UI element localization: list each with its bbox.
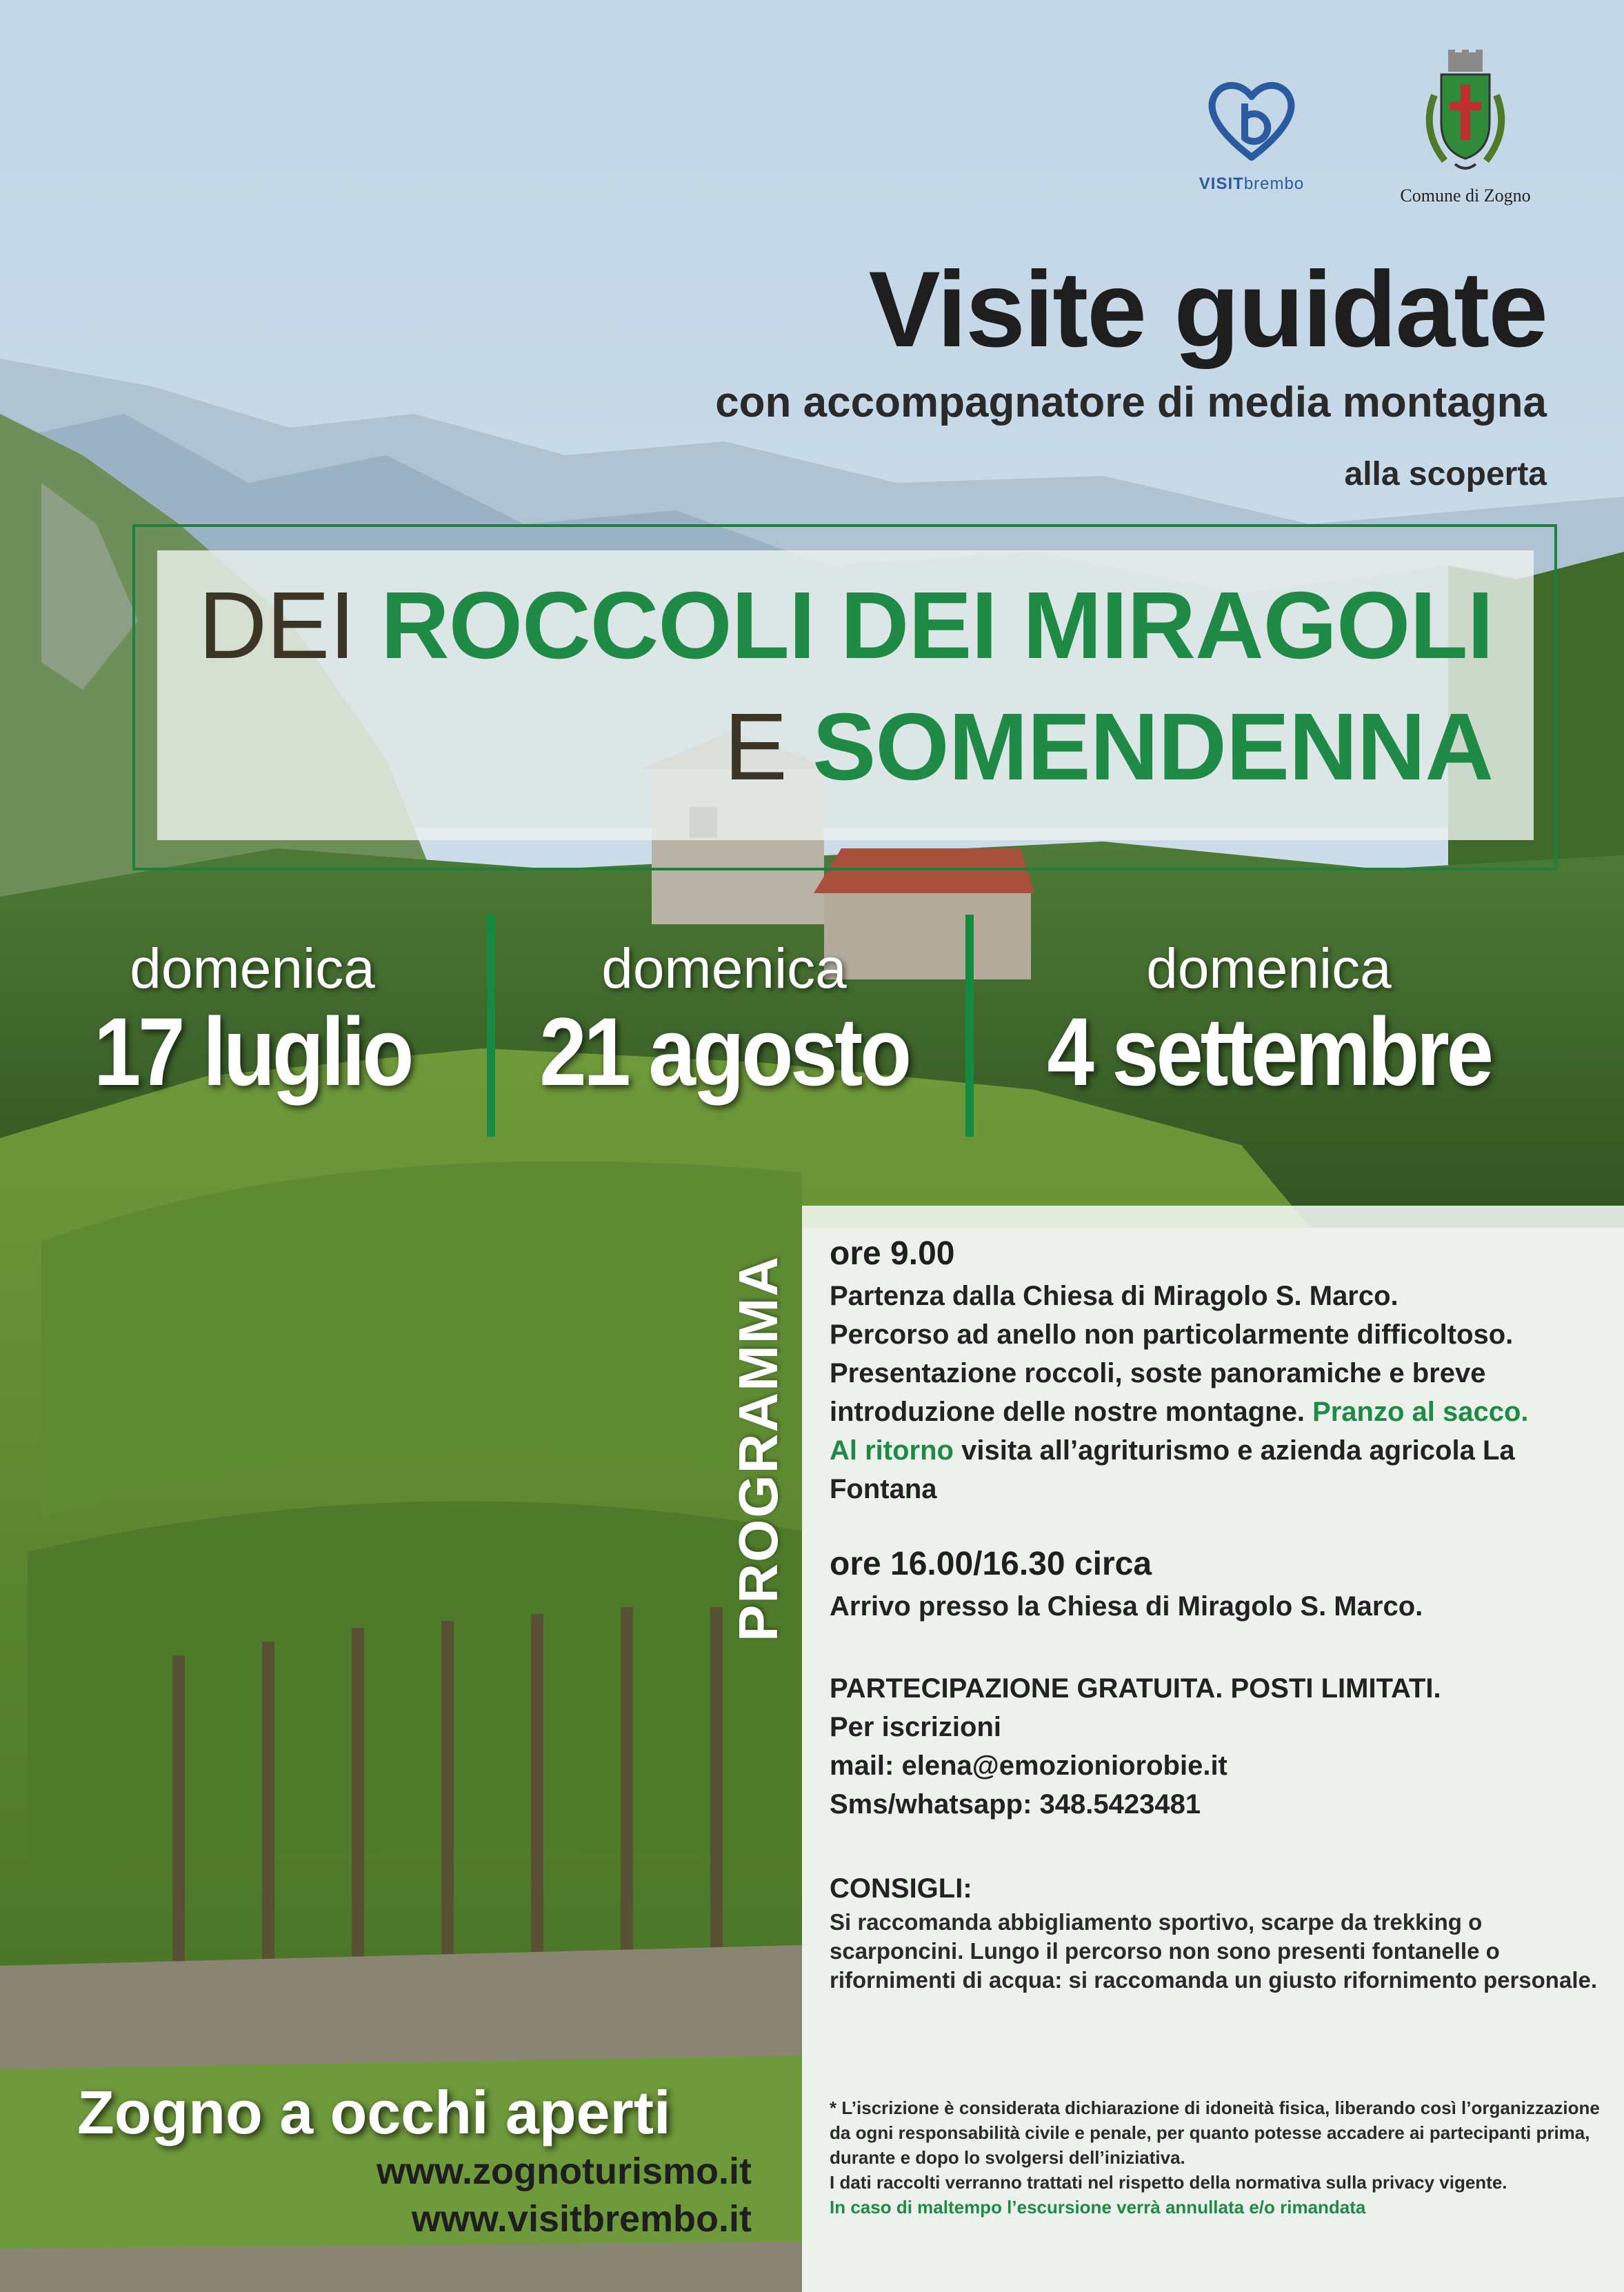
program-block-morning [830,1235,1609,1508]
footer-url-visitbrembo[interactable]: www.visitbrembo.it [411,2198,752,2240]
program-description: Percorso ad anello non particolarmente difficoltoso. Presentazione roccoli, soste panoramiche e breve introduzione delle nostre montagne. Pranzo al sacco. [830,1319,1529,1427]
date-1-date: 17 luglio [93,997,412,1106]
contact-mail: mail: elena@emozioniorobie.it [830,1751,1227,1781]
tips-block [830,1869,1609,1995]
registration-block [830,1669,1609,1824]
tips-title: CONSIGLI: [830,1873,972,1904]
date-3-date: 4 settembre [1047,997,1491,1106]
participation-note: PARTECIPAZIONE GRATUITA. POSTI LIMITATI. [830,1673,1441,1704]
disclaimer-weather: In caso di maltempo l’escursione verrà annullata e/o rimandata [830,2197,1366,2218]
footer-slogan: Zogno a occhi aperti [77,2078,671,2146]
disclaimer-privacy: I dati raccolti verranno trattati nel rispetto della normativa sulla privacy vigente. [830,2172,1507,2193]
footer-url-zognoturismo[interactable]: www.zognoturismo.it [377,2151,752,2192]
program-time-1: ore 9.00 [830,1235,955,1272]
destination-line-1: DEI ROCCOLI DEI MIRAGOLI [198,572,1493,679]
date-1 [11,938,494,1104]
date-3-day: domenica [1146,937,1392,1000]
program-block-afternoon [830,1545,1609,1626]
comune-logo [1376,47,1555,206]
page-subtitle: con accompagnatore di media montagna [715,379,1547,426]
signup-label: Per iscrizioni [830,1712,1001,1742]
date-3 [1014,938,1524,1104]
program-time-2: ore 16.00/16.30 circa [830,1546,1152,1582]
page-title: Visite guidate [868,250,1547,370]
date-2-day: domenica [601,937,847,1000]
visitbrembo-logo [1172,76,1331,194]
disclaimer-block [830,2095,1609,2220]
program-arrival: Arrivo presso la Chiesa di Miragolo S. Marco. [830,1591,1423,1622]
program-return: Al ritorno visita all’agriturismo e azienda agricola La Fontana [830,1435,1515,1504]
coat-of-arms-icon [1414,47,1517,178]
destination-line-2: E SOMENDENNA [723,694,1493,800]
page-subtitle-secondary: alla scoperta [1344,456,1547,492]
date-2-date: 21 agosto [539,997,909,1106]
date-1-day: domenica [130,937,375,1000]
program-start: Partenza dalla Chiesa di Miragolo S. Marco. [830,1281,1399,1311]
disclaimer-fitness: * L’iscrizione è considerata dichiarazione di idoneità fisica, liberando così l’organizzazione da ogni responsabilità civile e penale, per quanto potesse accadere ai partecipanti prima, durante e dopo lo svolgersi dell’iniziativa. [830,2097,1600,2168]
date-2 [483,938,965,1104]
contact-phone: Sms/whatsapp: 348.5423481 [830,1789,1201,1820]
heart-logo-icon [1203,76,1300,166]
comune-label: Comune di Zogno [1400,186,1531,206]
visitbrembo-label: VISITbrembo [1199,175,1305,193]
date-divider-2 [965,915,974,1137]
tips-body: Si raccomanda abbigliamento sportivo, scarpe da trekking o scarponcini. Lungo il percorso non sono presenti fontanelle o rifornimenti di acqua: si raccomanda un giusto rifornimento personale. [830,1909,1598,1993]
